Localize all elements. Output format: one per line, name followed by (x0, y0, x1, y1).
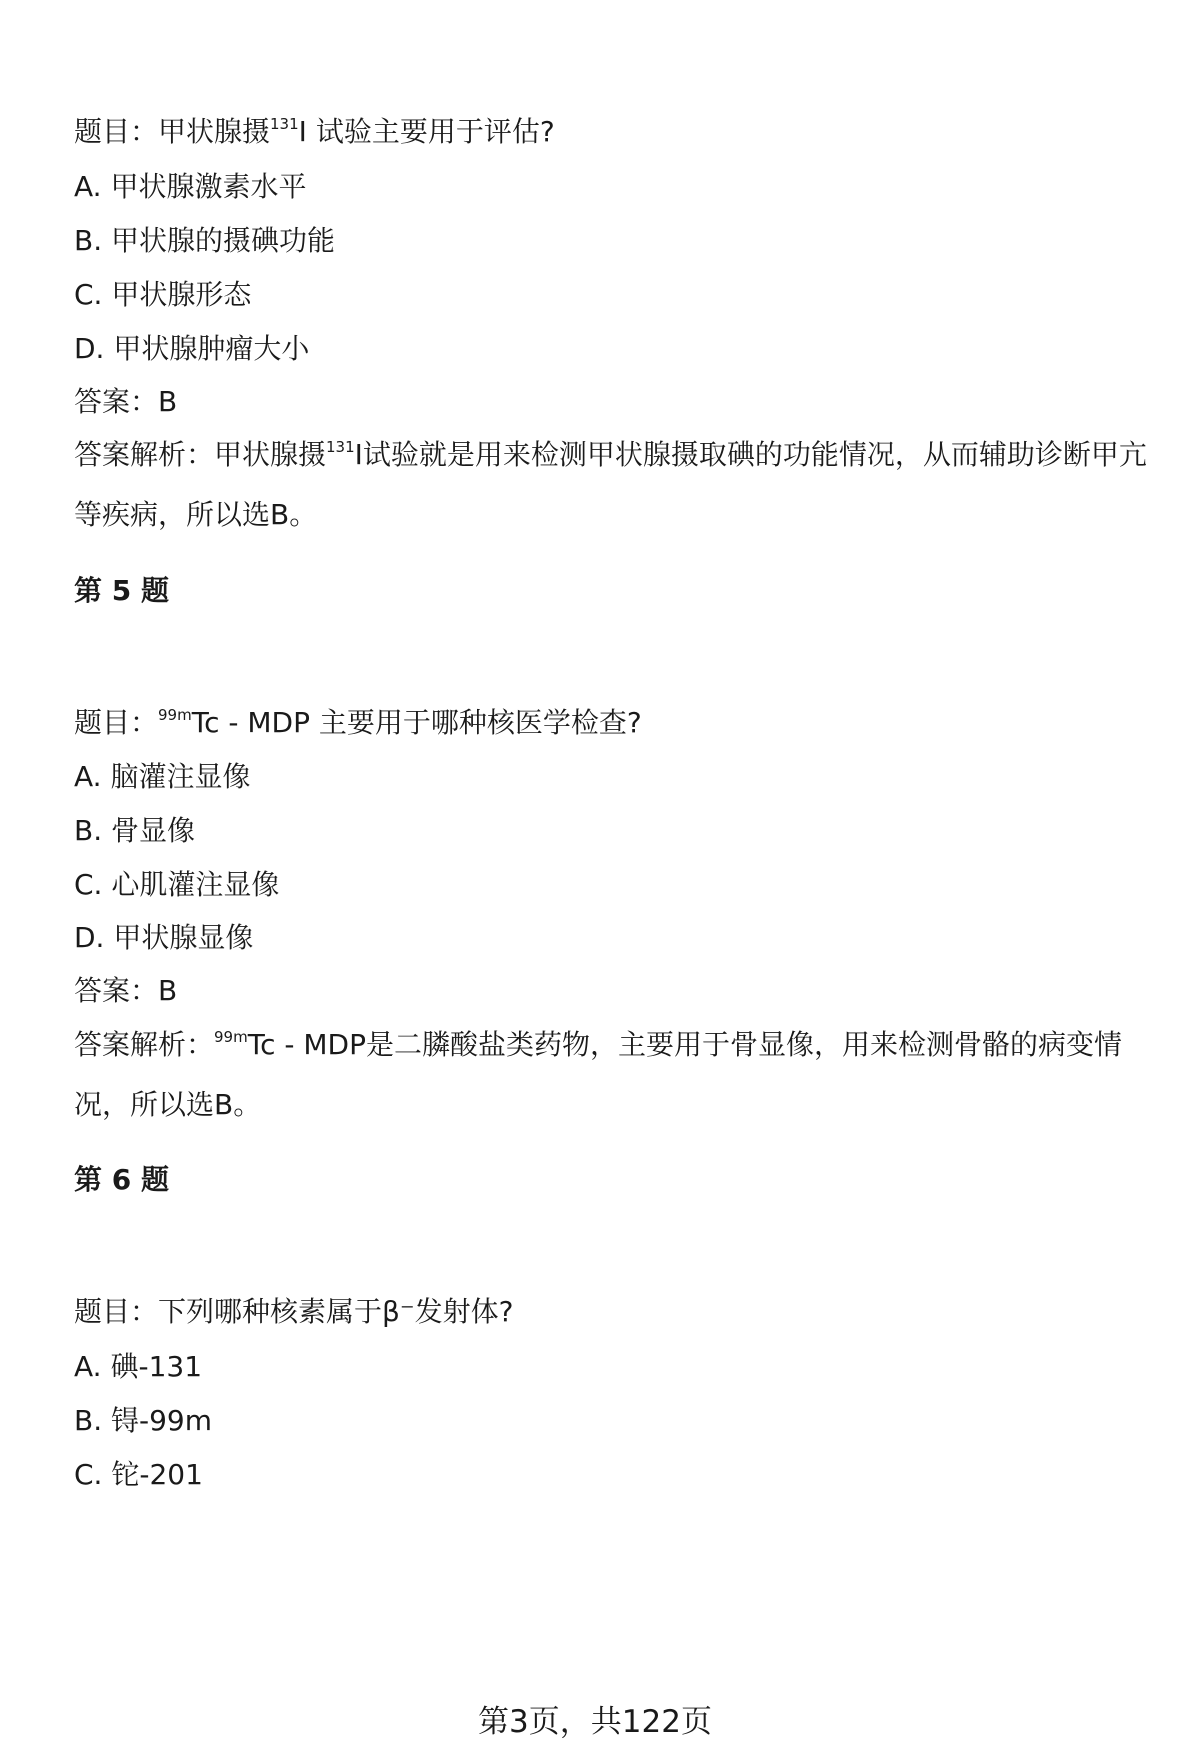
q5-option-a: A. 脑灌注显像 (74, 760, 251, 793)
q5-option-d: D. 甲状腺显像 (74, 921, 254, 954)
q5-analysis-prefix: 答案解析： (74, 1028, 215, 1061)
q5-option-c: C. 心肌灌注显像 (74, 868, 280, 901)
q5-stem-prefix: 题目： (74, 706, 159, 739)
q6-stem: 题目：下列哪种核素属于β⁻发射体? (74, 1295, 514, 1328)
q4-answer: 答案：B (74, 385, 178, 418)
q5-heading: 第 5 题 (74, 574, 169, 607)
q6-option-c: C. 铊-201 (74, 1458, 203, 1491)
page-number-footer: 第3页，共122页 (478, 1704, 712, 1740)
q4-analysis-isotope: 131 (326, 438, 355, 456)
q4-analysis-body: I试验就是用来检测甲状腺摄取碘的功能情况，从而辅助诊断甲亢等疾病，所以选B。 (74, 438, 1147, 531)
q5-analysis-isotope: 99m (214, 1028, 248, 1046)
q6-heading: 第 6 题 (74, 1163, 169, 1196)
q4-option-d: D. 甲状腺肿瘤大小 (74, 332, 310, 365)
q5-analysis (74, 1015, 1174, 1135)
q4-option-c: C. 甲状腺形态 (74, 278, 252, 311)
q4-stem (74, 112, 555, 152)
q5-stem-suffix: Tc - MDP 主要用于哪种核医学检查? (191, 706, 642, 739)
q6-option-b: B. 锝-99m (74, 1404, 213, 1437)
q5-stem (74, 703, 642, 743)
q4-analysis (74, 425, 1174, 545)
q4-analysis-prefix: 答案解析：甲状腺摄 (74, 438, 327, 471)
q4-stem-suffix: I 试验主要用于评估? (298, 115, 555, 148)
q5-analysis-body: Tc - MDP是二膦酸盐类药物，主要用于骨显像，用来检测骨骼的病变情况，所以选B。 (74, 1028, 1122, 1121)
q4-option-a: A. 甲状腺激素水平 (74, 170, 307, 203)
q4-stem-prefix: 题目：甲状腺摄 (74, 115, 271, 148)
q6-option-a: A. 碘-131 (74, 1350, 203, 1383)
q4-stem-isotope: 131 (270, 115, 299, 133)
q5-answer: 答案：B (74, 974, 178, 1007)
q5-stem-isotope: 99m (158, 706, 192, 724)
q4-option-b: B. 甲状腺的摄碘功能 (74, 224, 336, 257)
q5-option-b: B. 骨显像 (74, 814, 196, 847)
